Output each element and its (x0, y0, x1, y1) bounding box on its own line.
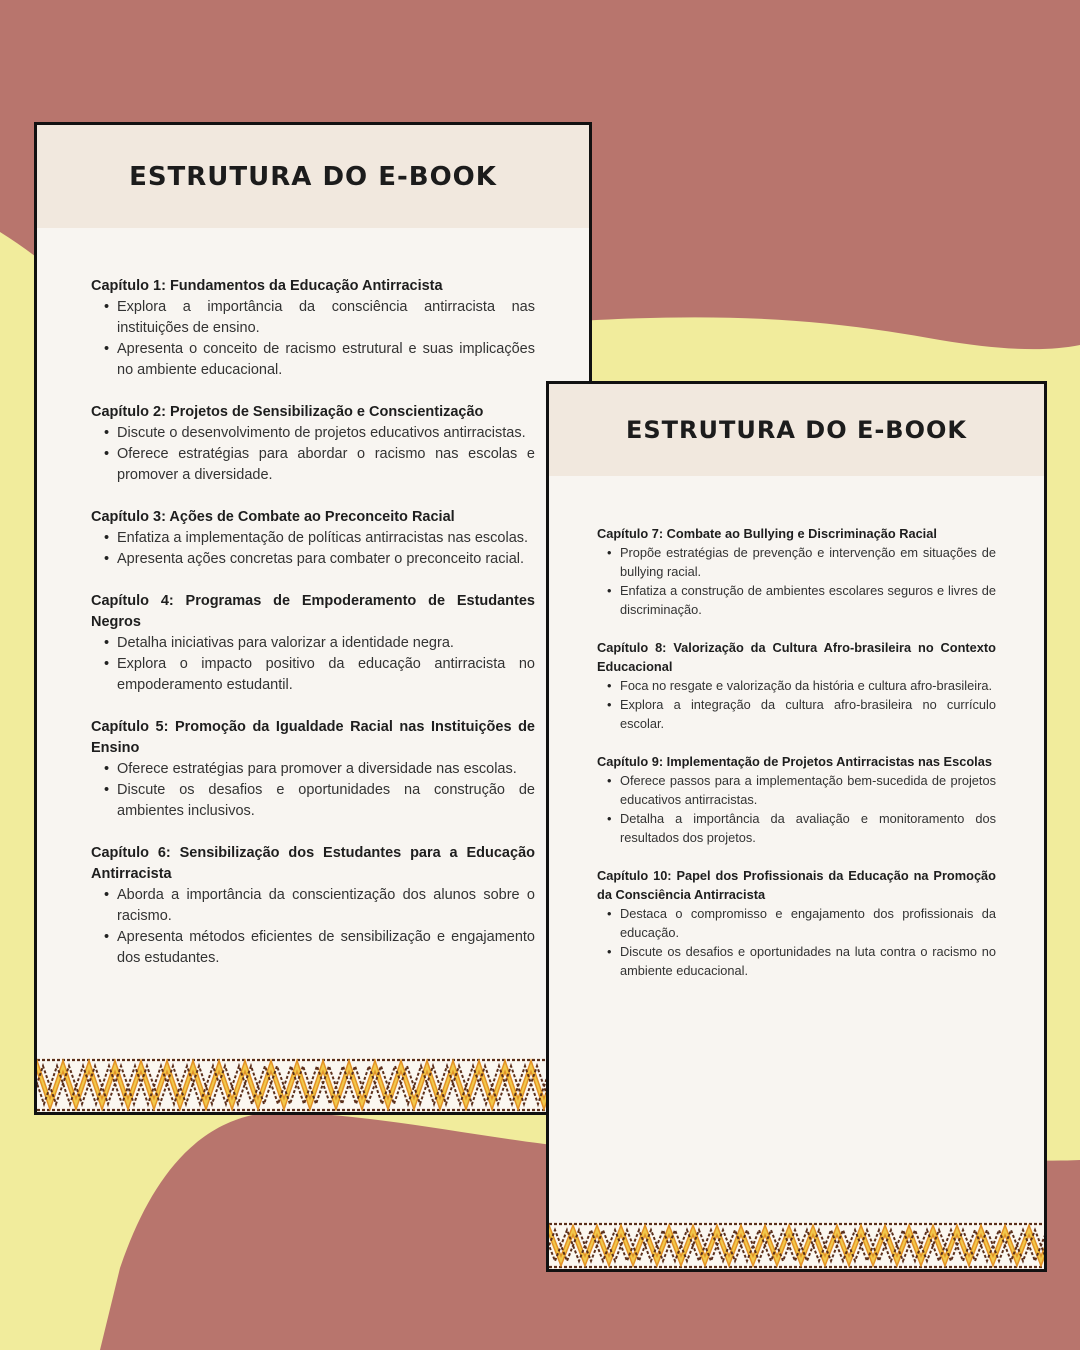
chapter-2 (91, 402, 535, 486)
chapter-title: Capítulo 5: Promoção da Igualdade Racial nas Instituições de Ensino (91, 719, 535, 756)
bullet-item: • Detalha a importância da avaliação e monitoramento dos resultados dos projetos. (620, 809, 996, 847)
bullet-list (91, 423, 535, 486)
chapter-title: Capítulo 1: Fundamentos da Educação Antirracista (91, 278, 443, 294)
chapter-title: Capítulo 7: Combate ao Bullying e Discriminação Racial (597, 526, 937, 541)
bullet-item: • Propõe estratégias de prevenção e intervenção em situações de bullying racial. (620, 543, 996, 581)
zigzag-pattern-graphic (549, 1222, 1044, 1269)
page-title: ESTRUTURA DO E-BOOK (129, 161, 497, 192)
chapter-title: Capítulo 4: Programas de Empoderamento de Estudantes Negros (91, 593, 535, 630)
chapter-1 (91, 276, 535, 381)
bullet-list (597, 904, 996, 980)
ebook-page-2 (546, 381, 1047, 1272)
ebook-page-1 (34, 122, 592, 1115)
chapter-8 (597, 638, 996, 733)
bullet-list (597, 543, 996, 619)
chapter-title: Capítulo 6: Sensibilização dos Estudantes para a Educação Antirracista (91, 845, 535, 882)
bullet-list (91, 528, 535, 570)
bullet-list (597, 676, 996, 733)
bullet-item: • Apresenta ações concretas para combater o preconceito racial. (117, 549, 535, 570)
chapter-10 (597, 866, 996, 980)
chapter-title: Capítulo 8: Valorização da Cultura Afro-brasileira no Contexto Educacional (597, 640, 996, 674)
chapter-title: Capítulo 10: Papel dos Profissionais da Educação na Promoção da Consciência Antirracista (597, 868, 996, 902)
bullet-item: • Oferece estratégias para promover a diversidade nas escolas. (117, 759, 535, 780)
bullet-list (597, 771, 996, 847)
chapter-title: Capítulo 2: Projetos de Sensibilização e Conscientização (91, 404, 484, 420)
bullet-item: • Oferece passos para a implementação bem-sucedida de projetos educativos antirracistas. (620, 771, 996, 809)
bullet-item: • Discute os desafios e oportunidades na luta contra o racismo no ambiente educacional. (620, 942, 996, 980)
bullet-item: • Explora o impacto positivo da educação antirracista no empoderamento estudantil. (117, 654, 535, 696)
tribal-border-pattern (549, 1222, 1044, 1269)
chapter-6 (91, 843, 535, 969)
chapter-title: Capítulo 9: Implementação de Projetos Antirracistas nas Escolas (597, 754, 992, 769)
chapter-5 (91, 717, 535, 822)
zigzag-pattern-graphic (37, 1058, 589, 1112)
bullet-item: • Oferece estratégias para abordar o racismo nas escolas e promover a diversidade. (117, 444, 535, 486)
chapter-4 (91, 591, 535, 696)
bullet-list (91, 633, 535, 696)
page-header (37, 125, 589, 228)
chapter-3 (91, 507, 535, 570)
bullet-item: • Explora a importância da consciência antirracista nas instituições de ensino. (117, 297, 535, 339)
bullet-item: • Enfatiza a construção de ambientes escolares seguros e livres de discriminação. (620, 581, 996, 619)
chapter-list (549, 476, 1044, 980)
bullet-item: • Foca no resgate e valorização da história e cultura afro-brasileira. (620, 676, 996, 695)
bullet-list (91, 297, 535, 381)
bullet-item: • Discute o desenvolvimento de projetos educativos antirracistas. (117, 423, 535, 444)
chapter-7 (597, 524, 996, 619)
bullet-item: • Aborda a importância da conscientização dos alunos sobre o racismo. (117, 885, 535, 927)
bullet-item: • Apresenta o conceito de racismo estrutural e suas implicações no ambiente educacional. (117, 339, 535, 381)
chapter-9 (597, 752, 996, 847)
bullet-list (91, 759, 535, 822)
bullet-item: • Explora a integração da cultura afro-brasileira no currículo escolar. (620, 695, 996, 733)
chapter-list (37, 228, 589, 969)
bullet-item: • Destaca o compromisso e engajamento dos profissionais da educação. (620, 904, 996, 942)
page-header (549, 384, 1044, 476)
bullet-item: • Discute os desafios e oportunidades na construção de ambientes inclusivos. (117, 780, 535, 822)
bullet-item: • Detalha iniciativas para valorizar a identidade negra. (117, 633, 535, 654)
bullet-item: • Apresenta métodos eficientes de sensibilização e engajamento dos estudantes. (117, 927, 535, 969)
bullet-list (91, 885, 535, 969)
chapter-title: Capítulo 3: Ações de Combate ao Preconceito Racial (91, 509, 455, 525)
page-title: ESTRUTURA DO E-BOOK (625, 416, 968, 444)
tribal-border-pattern (37, 1058, 589, 1112)
bullet-item: • Enfatiza a implementação de políticas antirracistas nas escolas. (117, 528, 535, 549)
